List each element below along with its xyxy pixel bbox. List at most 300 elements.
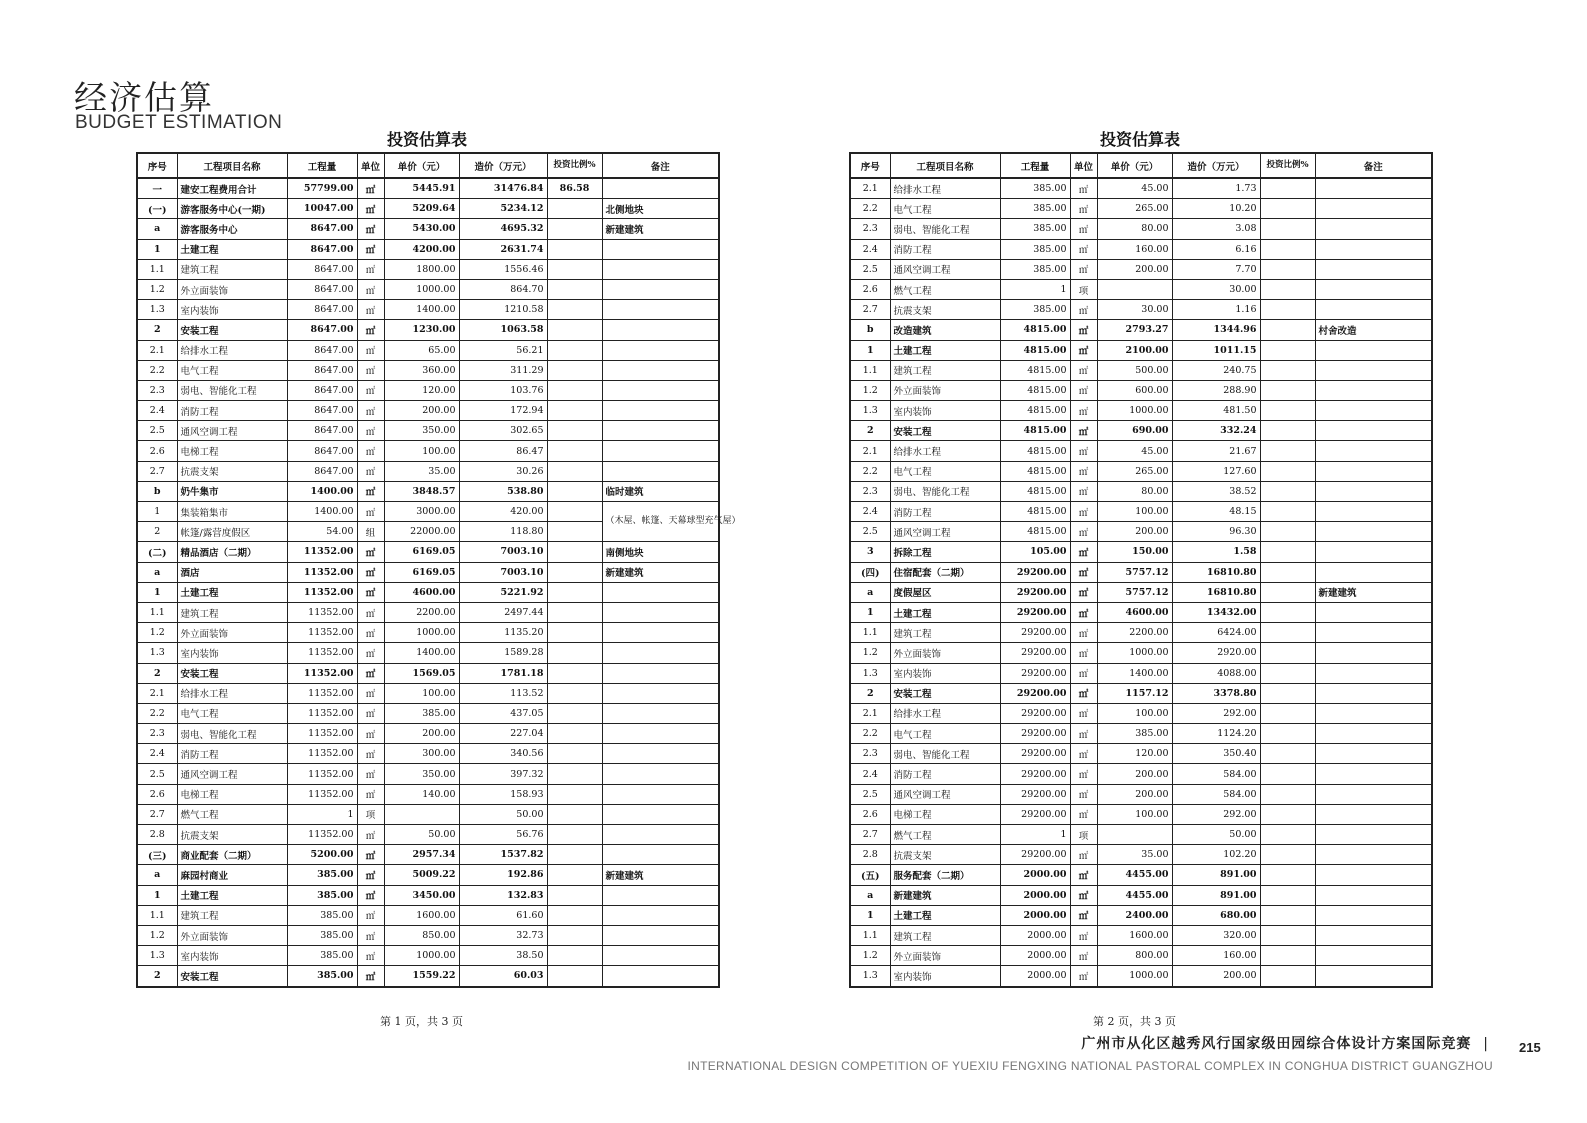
table-row	[137, 602, 719, 622]
table-row	[850, 199, 1432, 219]
col-header: 单价（元）	[384, 153, 459, 178]
table-row	[137, 582, 719, 602]
unit: ㎡	[357, 340, 384, 360]
row-no: 1.3	[137, 946, 177, 966]
row-no: 1	[850, 905, 890, 925]
remark: （木屋、帐篷、天幕球型充气屋）	[602, 502, 719, 542]
ratio	[547, 562, 602, 582]
remark	[602, 602, 719, 622]
table-row	[850, 602, 1432, 622]
row-no: 2.4	[850, 239, 890, 259]
unit-price: 1000.00	[384, 279, 459, 299]
table-row	[850, 784, 1432, 804]
row-no: 2.1	[137, 340, 177, 360]
cost: 32.73	[459, 925, 547, 945]
unit: ㎡	[357, 663, 384, 683]
unit-price: 200.00	[1097, 764, 1172, 784]
ratio	[547, 239, 602, 259]
remark: 南侧地块	[602, 542, 719, 562]
row-no: 1	[850, 340, 890, 360]
row-no: 2	[850, 683, 890, 703]
item-name: 抗震支架	[890, 300, 1000, 320]
item-name: 电梯工程	[177, 441, 287, 461]
row-no: 一	[137, 178, 177, 199]
remark	[1315, 340, 1432, 360]
cost: 118.80	[459, 522, 547, 542]
cost: 7003.10	[459, 562, 547, 582]
row-no: 2.6	[850, 804, 890, 824]
row-no: a	[137, 562, 177, 582]
table-row	[850, 825, 1432, 845]
unit-price: 1000.00	[1097, 966, 1172, 987]
unit-price: 200.00	[1097, 784, 1172, 804]
row-no: 1.1	[137, 259, 177, 279]
ratio	[547, 199, 602, 219]
page-title-en: BUDGET ESTIMATION	[75, 112, 283, 133]
unit: ㎡	[357, 925, 384, 945]
item-name: 土建工程	[177, 885, 287, 905]
row-no: 2.5	[850, 784, 890, 804]
ratio	[1260, 683, 1315, 703]
remark	[602, 744, 719, 764]
table-row	[850, 804, 1432, 824]
unit: ㎡	[1070, 340, 1097, 360]
unit: ㎡	[357, 724, 384, 744]
unit: ㎡	[1070, 885, 1097, 905]
item-name: 服务配套（二期）	[890, 865, 1000, 885]
unit-price: 5009.22	[384, 865, 459, 885]
quantity: 29200.00	[1000, 845, 1070, 865]
remark	[1315, 380, 1432, 400]
unit: ㎡	[1070, 481, 1097, 501]
unit-price: 200.00	[1097, 522, 1172, 542]
ratio	[1260, 784, 1315, 804]
item-name: 安装工程	[177, 320, 287, 340]
budget-sheet-page-1	[136, 128, 741, 988]
cost: 30.00	[1172, 279, 1260, 299]
unit-price: 2100.00	[1097, 340, 1172, 360]
cost: 864.70	[459, 279, 547, 299]
table-row	[137, 724, 719, 744]
unit-price: 2400.00	[1097, 905, 1172, 925]
cost: 13432.00	[1172, 602, 1260, 622]
ratio	[1260, 845, 1315, 865]
row-no: 1.2	[137, 925, 177, 945]
unit-price: 360.00	[384, 360, 459, 380]
remark: 新建建筑	[1315, 582, 1432, 602]
table-row	[137, 441, 719, 461]
unit-price: 1000.00	[1097, 401, 1172, 421]
cost: 891.00	[1172, 865, 1260, 885]
ratio	[547, 804, 602, 824]
unit-price: 100.00	[1097, 502, 1172, 522]
item-name: 精品酒店（二期）	[177, 542, 287, 562]
row-no: 2.3	[850, 219, 890, 239]
col-header: 备注	[1315, 153, 1432, 178]
remark	[602, 582, 719, 602]
ratio	[1260, 562, 1315, 582]
remark	[602, 764, 719, 784]
item-name: 帐篷/露营度假区	[177, 522, 287, 542]
row-no: 1.2	[137, 279, 177, 299]
item-name: 麻园村商业	[177, 865, 287, 885]
unit-price: 22000.00	[384, 522, 459, 542]
unit-price: 200.00	[1097, 259, 1172, 279]
cost: 1.16	[1172, 300, 1260, 320]
cost: 5221.92	[459, 582, 547, 602]
col-header: 工程量	[1000, 153, 1070, 178]
item-name: 弱电、智能化工程	[890, 744, 1000, 764]
ratio	[547, 925, 602, 945]
ratio	[1260, 380, 1315, 400]
quantity: 11352.00	[287, 623, 357, 643]
remark	[602, 340, 719, 360]
remark	[602, 421, 719, 441]
row-no: 2.7	[137, 461, 177, 481]
item-name: 室内装饰	[890, 663, 1000, 683]
unit: ㎡	[357, 905, 384, 925]
item-name: 建筑工程	[890, 360, 1000, 380]
row-no: (五)	[850, 865, 890, 885]
unit-price: 100.00	[1097, 703, 1172, 723]
cost: 103.76	[459, 380, 547, 400]
unit-price: 265.00	[1097, 461, 1172, 481]
ratio	[547, 380, 602, 400]
item-name: 室内装饰	[890, 966, 1000, 987]
row-no: 2.2	[850, 724, 890, 744]
ratio	[1260, 199, 1315, 219]
table-row	[850, 300, 1432, 320]
remark	[1315, 259, 1432, 279]
cost: 7003.10	[459, 542, 547, 562]
row-no: 3	[850, 542, 890, 562]
remark	[602, 683, 719, 703]
quantity: 8647.00	[287, 360, 357, 380]
table-row	[137, 966, 719, 987]
unit: ㎡	[357, 643, 384, 663]
unit: ㎡	[357, 320, 384, 340]
budget-table	[849, 152, 1433, 988]
row-no: 1.2	[850, 380, 890, 400]
remark	[602, 845, 719, 865]
remark	[1315, 724, 1432, 744]
table-row	[850, 683, 1432, 703]
ratio	[547, 300, 602, 320]
item-name: 建筑工程	[890, 925, 1000, 945]
unit-price: 30.00	[1097, 300, 1172, 320]
quantity: 2000.00	[1000, 865, 1070, 885]
row-no: 1.1	[137, 905, 177, 925]
row-no: 2.5	[137, 421, 177, 441]
row-no: 2	[137, 663, 177, 683]
ratio	[547, 865, 602, 885]
cost: 192.86	[459, 865, 547, 885]
quantity: 385.00	[1000, 178, 1070, 199]
table-row	[137, 259, 719, 279]
unit-price: 4200.00	[384, 239, 459, 259]
item-name: 建筑工程	[177, 259, 287, 279]
ratio	[1260, 340, 1315, 360]
item-name: 建筑工程	[890, 623, 1000, 643]
unit: ㎡	[1070, 239, 1097, 259]
item-name: 抗震支架	[890, 845, 1000, 865]
quantity: 11352.00	[287, 582, 357, 602]
ratio	[1260, 481, 1315, 501]
unit-price: 2200.00	[384, 602, 459, 622]
item-name: 弱电、智能化工程	[177, 380, 287, 400]
quantity: 385.00	[287, 885, 357, 905]
item-name: 建筑工程	[177, 905, 287, 925]
remark	[1315, 461, 1432, 481]
unit-price: 1800.00	[384, 259, 459, 279]
remark	[1315, 401, 1432, 421]
ratio	[1260, 421, 1315, 441]
row-no: (一)	[137, 199, 177, 219]
unit-price: 4455.00	[1097, 885, 1172, 905]
row-no: 2.7	[137, 804, 177, 824]
cost: 158.93	[459, 784, 547, 804]
remark	[602, 703, 719, 723]
row-no: 2.4	[850, 764, 890, 784]
table-row	[137, 279, 719, 299]
table-row	[850, 401, 1432, 421]
table-row	[137, 542, 719, 562]
ratio	[1260, 663, 1315, 683]
unit-price: 1600.00	[384, 905, 459, 925]
table-row	[137, 178, 719, 199]
item-name: 新建建筑	[890, 885, 1000, 905]
ratio	[1260, 643, 1315, 663]
row-no: 2	[137, 966, 177, 987]
table-row	[137, 825, 719, 845]
quantity: 11352.00	[287, 562, 357, 582]
remark	[1315, 744, 1432, 764]
unit: ㎡	[1070, 784, 1097, 804]
unit: ㎡	[1070, 764, 1097, 784]
row-no: 2.3	[137, 724, 177, 744]
quantity: 4815.00	[1000, 320, 1070, 340]
table-row	[850, 502, 1432, 522]
remark	[1315, 905, 1432, 925]
unit-price: 45.00	[1097, 178, 1172, 199]
item-name: 给排水工程	[890, 178, 1000, 199]
cost: 38.52	[1172, 481, 1260, 501]
quantity: 4815.00	[1000, 380, 1070, 400]
quantity: 385.00	[287, 946, 357, 966]
ratio	[547, 784, 602, 804]
row-no: 1.1	[137, 602, 177, 622]
unit-price: 265.00	[1097, 199, 1172, 219]
row-no: a	[850, 885, 890, 905]
col-header: 投资比例%	[1260, 153, 1315, 178]
unit: ㎡	[357, 885, 384, 905]
row-no: 1.3	[137, 643, 177, 663]
unit-price: 1600.00	[1097, 925, 1172, 945]
cost: 1.58	[1172, 542, 1260, 562]
quantity: 8647.00	[287, 320, 357, 340]
unit-price: 3000.00	[384, 502, 459, 522]
unit-price: 65.00	[384, 340, 459, 360]
unit: ㎡	[1070, 441, 1097, 461]
row-no: 1.2	[850, 643, 890, 663]
ratio	[1260, 239, 1315, 259]
remark	[1315, 421, 1432, 441]
quantity: 11352.00	[287, 643, 357, 663]
cost: 397.32	[459, 764, 547, 784]
quantity: 8647.00	[287, 401, 357, 421]
unit-price: 4600.00	[1097, 602, 1172, 622]
row-no: 2.7	[850, 825, 890, 845]
table-header-row	[850, 153, 1432, 178]
item-name: 弱电、智能化工程	[890, 219, 1000, 239]
remark	[1315, 562, 1432, 582]
unit: ㎡	[357, 582, 384, 602]
remark	[1315, 522, 1432, 542]
footer-title-en: INTERNATIONAL DESIGN COMPETITION OF YUEXIU FENGXING NATIONAL PASTORAL COMPLEX IN CONGHUA DISTRICT GUANGZHOU	[687, 1059, 1493, 1073]
unit-price: 1000.00	[384, 946, 459, 966]
row-no: 2.8	[137, 825, 177, 845]
item-name: 室内装饰	[177, 946, 287, 966]
row-no: 2	[850, 421, 890, 441]
remark	[1315, 703, 1432, 723]
remark: 村舍改造	[1315, 320, 1432, 340]
item-name: 通风空调工程	[177, 421, 287, 441]
remark	[1315, 764, 1432, 784]
ratio	[547, 401, 602, 421]
unit-price: 1230.00	[384, 320, 459, 340]
unit-price: 200.00	[384, 724, 459, 744]
row-no: 2.6	[137, 784, 177, 804]
cost: 1011.15	[1172, 340, 1260, 360]
table-header-row	[137, 153, 719, 178]
unit: ㎡	[357, 966, 384, 987]
unit-price: 1559.22	[384, 966, 459, 987]
quantity: 29200.00	[1000, 764, 1070, 784]
cost: 302.65	[459, 421, 547, 441]
table-row	[137, 885, 719, 905]
table-row	[137, 683, 719, 703]
ratio	[1260, 946, 1315, 966]
remark	[602, 239, 719, 259]
quantity: 11352.00	[287, 764, 357, 784]
unit-price: 50.00	[384, 825, 459, 845]
unit: ㎡	[1070, 360, 1097, 380]
unit-price: 1000.00	[1097, 643, 1172, 663]
row-no: 2.1	[850, 441, 890, 461]
row-no: 2.3	[850, 481, 890, 501]
ratio	[1260, 602, 1315, 622]
remark	[602, 279, 719, 299]
unit-price: 385.00	[1097, 724, 1172, 744]
unit: ㎡	[357, 441, 384, 461]
row-no: b	[850, 320, 890, 340]
ratio	[1260, 320, 1315, 340]
page-title-cn: 经济估算	[74, 78, 214, 117]
cost: 2631.74	[459, 239, 547, 259]
cost: 1210.58	[459, 300, 547, 320]
unit: ㎡	[1070, 966, 1097, 987]
table-row	[850, 441, 1432, 461]
item-name: 抗震支架	[177, 825, 287, 845]
unit: ㎡	[357, 178, 384, 199]
row-no: 2.3	[137, 380, 177, 400]
item-name: 电气工程	[890, 461, 1000, 481]
unit-price: 1400.00	[1097, 663, 1172, 683]
remark	[602, 441, 719, 461]
item-name: 给排水工程	[177, 340, 287, 360]
unit: ㎡	[1070, 199, 1097, 219]
table-row	[850, 865, 1432, 885]
unit: ㎡	[357, 380, 384, 400]
quantity: 11352.00	[287, 724, 357, 744]
unit: ㎡	[357, 199, 384, 219]
ratio	[1260, 623, 1315, 643]
item-name: 电梯工程	[890, 804, 1000, 824]
table-row	[850, 623, 1432, 643]
unit: ㎡	[1070, 865, 1097, 885]
table-row	[850, 461, 1432, 481]
item-name: 消防工程	[177, 401, 287, 421]
quantity: 1	[287, 804, 357, 824]
cost: 437.05	[459, 703, 547, 723]
row-no: 2.5	[850, 522, 890, 542]
table-row	[137, 804, 719, 824]
item-name: 拆除工程	[890, 542, 1000, 562]
quantity: 385.00	[1000, 219, 1070, 239]
table-row	[850, 340, 1432, 360]
col-header: 投资比例%	[547, 153, 602, 178]
item-name: 土建工程	[890, 340, 1000, 360]
remark	[602, 885, 719, 905]
row-no: 2.7	[850, 300, 890, 320]
unit: ㎡	[1070, 804, 1097, 824]
ratio	[547, 946, 602, 966]
row-no: (四)	[850, 562, 890, 582]
cost: 50.00	[459, 804, 547, 824]
remark	[1315, 845, 1432, 865]
unit: ㎡	[357, 239, 384, 259]
unit: ㎡	[357, 481, 384, 501]
ratio	[547, 966, 602, 987]
ratio	[547, 542, 602, 562]
col-header: 单位	[1070, 153, 1097, 178]
remark: 北侧地块	[602, 199, 719, 219]
row-no: 1	[137, 239, 177, 259]
item-name: 燃气工程	[890, 279, 1000, 299]
item-name: 通风空调工程	[890, 522, 1000, 542]
unit: ㎡	[1070, 582, 1097, 602]
cost: 50.00	[1172, 825, 1260, 845]
row-no: 2	[137, 522, 177, 542]
cost: 61.60	[459, 905, 547, 925]
row-no: 2.6	[137, 441, 177, 461]
quantity: 11352.00	[287, 784, 357, 804]
item-name: 集装箱集市	[177, 502, 287, 522]
table-row	[850, 703, 1432, 723]
unit-price: 150.00	[1097, 542, 1172, 562]
item-name: 建筑工程	[177, 602, 287, 622]
cost: 292.00	[1172, 804, 1260, 824]
remark	[1315, 178, 1432, 199]
ratio	[547, 663, 602, 683]
remark	[1315, 683, 1432, 703]
item-name: 电梯工程	[177, 784, 287, 804]
unit: ㎡	[1070, 602, 1097, 622]
unit: 项	[1070, 825, 1097, 845]
quantity: 8647.00	[287, 461, 357, 481]
ratio	[547, 360, 602, 380]
row-no: 1.1	[850, 360, 890, 380]
